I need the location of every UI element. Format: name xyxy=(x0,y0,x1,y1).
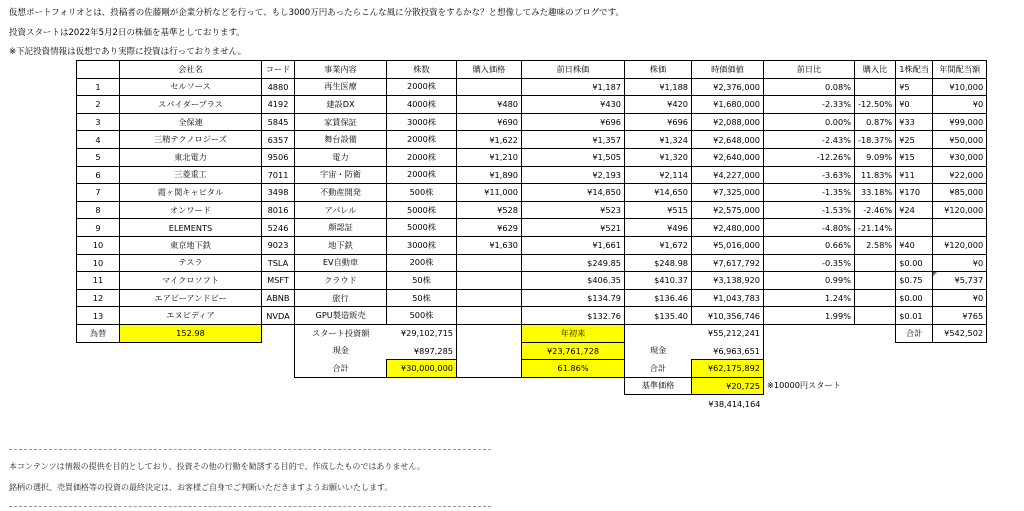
stock-code: 5246 xyxy=(262,219,295,237)
market-value: ¥10,356,746 xyxy=(692,307,764,325)
annual-dividend: ¥765 xyxy=(933,307,987,325)
table-row xyxy=(77,307,987,325)
day-change: 1.99% xyxy=(764,307,855,325)
price: ¥2,114 xyxy=(625,166,692,184)
table-row xyxy=(77,289,987,307)
stock-code: 6357 xyxy=(262,131,295,149)
summary-row-4 xyxy=(77,377,987,395)
company-name: セルソース xyxy=(120,78,262,96)
row-number: 11 xyxy=(77,272,120,290)
dividend: ¥15 xyxy=(896,148,933,166)
day-change: 0.00% xyxy=(764,113,855,131)
dividend: $0.00 xyxy=(896,289,933,307)
dividend xyxy=(896,219,933,237)
buy-price xyxy=(457,289,522,307)
prev-price: ¥696 xyxy=(522,113,625,131)
summary-row-2 xyxy=(77,342,987,360)
annual-dividend: ¥0 xyxy=(933,289,987,307)
dividend: ¥170 xyxy=(896,184,933,202)
total-value: ¥30,000,000 xyxy=(387,360,457,378)
table-header-row xyxy=(77,61,987,79)
day-change: -3.63% xyxy=(764,166,855,184)
header-dividend: 1株配当 xyxy=(896,61,933,79)
intro-line-1: 仮想ポートフォリオとは、投稿者の佐藤剛が企業分析などを行って、もし3000万円あったらこんな風に分散投資をするかな？と想像してみた趣味のブログです。 xyxy=(9,8,624,18)
dividend: ¥33 xyxy=(896,113,933,131)
company-name: オンワード xyxy=(120,201,262,219)
annual-dividend: ¥22,000 xyxy=(933,166,987,184)
header-prev-price: 前日株価 xyxy=(522,61,625,79)
shares: 2000株 xyxy=(387,148,457,166)
annual-dividend: ¥120,000 xyxy=(933,236,987,254)
buy-price: ¥528 xyxy=(457,201,522,219)
prev-price: ¥2,193 xyxy=(522,166,625,184)
annual-dividend: ¥5,737 xyxy=(933,272,987,290)
stock-code: NVDA xyxy=(262,307,295,325)
business: GPU製造販売 xyxy=(295,307,387,325)
row-number: 10 xyxy=(77,236,120,254)
buy-price: ¥1,622 xyxy=(457,131,522,149)
annual-dividend xyxy=(933,219,987,237)
dividend: ¥24 xyxy=(896,201,933,219)
market-total: ¥55,212,241 xyxy=(692,324,764,342)
header-code: コード xyxy=(262,61,295,79)
stock-code: 8016 xyxy=(262,201,295,219)
dividend: $0.75 xyxy=(896,272,933,290)
prev-price: ¥1,357 xyxy=(522,131,625,149)
annual-dividend: ¥30,000 xyxy=(933,148,987,166)
annual-dividend: ¥0 xyxy=(933,254,987,272)
extra-value: ¥38,414,164 xyxy=(708,398,761,409)
dividend-total-value: ¥542,502 xyxy=(933,324,987,342)
row-number: 7 xyxy=(77,184,120,202)
buy-price: ¥629 xyxy=(457,219,522,237)
day-change: -1.53% xyxy=(764,201,855,219)
shares: 2000株 xyxy=(387,78,457,96)
day-change: -4.80% xyxy=(764,219,855,237)
disclaimer-line-2: 銘柄の選択、売買価格等の投資の最終決定は、お客様ご自身でご判断いただきますようお願いいたします。 xyxy=(9,483,393,492)
dividend: $0.01 xyxy=(896,307,933,325)
price: ¥1,188 xyxy=(625,78,692,96)
company-name: 霞ヶ関キャピタル xyxy=(120,184,262,202)
stock-code: 4192 xyxy=(262,96,295,114)
prev-price: ¥1,187 xyxy=(522,78,625,96)
company-name: 東京地下鉄 xyxy=(120,236,262,254)
prev-price: ¥430 xyxy=(522,96,625,114)
dividend-total-label: 合計 xyxy=(896,324,933,342)
market-value: ¥5,016,000 xyxy=(692,236,764,254)
company-name: マイクロソフト xyxy=(120,272,262,290)
buy-price: ¥1,890 xyxy=(457,166,522,184)
company-name: 全保連 xyxy=(120,113,262,131)
table-row xyxy=(77,148,987,166)
company-name: スパイダープラス xyxy=(120,96,262,114)
market-value: ¥3,138,920 xyxy=(692,272,764,290)
market-value: ¥2,648,000 xyxy=(692,131,764,149)
price: ¥420 xyxy=(625,96,692,114)
company-name: 三菱重工 xyxy=(120,166,262,184)
market-value: ¥2,640,000 xyxy=(692,148,764,166)
buy-price xyxy=(457,307,522,325)
table-row xyxy=(77,184,987,202)
business: アパレル xyxy=(295,201,387,219)
price: ¥1,324 xyxy=(625,131,692,149)
table-row xyxy=(77,113,987,131)
company-name: 東北電力 xyxy=(120,148,262,166)
business: EV自動車 xyxy=(295,254,387,272)
row-number: 8 xyxy=(77,201,120,219)
shares: 5000株 xyxy=(387,219,457,237)
business: 旅行 xyxy=(295,289,387,307)
table-row xyxy=(77,254,987,272)
dividend: ¥5 xyxy=(896,78,933,96)
dividend: ¥11 xyxy=(896,166,933,184)
business: 不動産開発 xyxy=(295,184,387,202)
stock-code: 9506 xyxy=(262,148,295,166)
buy-change: 2.58% xyxy=(855,236,896,254)
row-number: 3 xyxy=(77,113,120,131)
market-value: ¥1,043,783 xyxy=(692,289,764,307)
header-business: 事業内容 xyxy=(295,61,387,79)
shares: 50株 xyxy=(387,272,457,290)
market-value: ¥4,227,000 xyxy=(692,166,764,184)
header-no xyxy=(77,61,120,79)
price: ¥1,672 xyxy=(625,236,692,254)
summary-row-5 xyxy=(77,395,987,413)
start-label: スタート投資額 xyxy=(295,324,387,342)
row-number: 9 xyxy=(77,219,120,237)
business: 舞台設備 xyxy=(295,131,387,149)
header-price: 株価 xyxy=(625,61,692,79)
base-price-label: 基準価格 xyxy=(625,377,692,395)
table-row xyxy=(77,131,987,149)
cash-label: 現金 xyxy=(295,342,387,360)
stock-code: 5845 xyxy=(262,113,295,131)
header-company: 会社名 xyxy=(120,61,262,79)
divider-bottom xyxy=(9,506,491,507)
market-value: ¥2,480,000 xyxy=(692,219,764,237)
market-value: ¥7,325,000 xyxy=(692,184,764,202)
cash-value: ¥897,285 xyxy=(387,342,457,360)
price: $410.37 xyxy=(625,272,692,290)
dividend: ¥25 xyxy=(896,131,933,149)
price: ¥696 xyxy=(625,113,692,131)
day-change: 1.24% xyxy=(764,289,855,307)
business: 宇宙・防衛 xyxy=(295,166,387,184)
row-number: 1 xyxy=(77,78,120,96)
company-name: 三精テクノロジーズ xyxy=(120,131,262,149)
market-value: ¥2,376,000 xyxy=(692,78,764,96)
divider-top xyxy=(9,449,491,450)
stock-code: 4880 xyxy=(262,78,295,96)
shares: 200株 xyxy=(387,254,457,272)
shares: 3000株 xyxy=(387,236,457,254)
shares: 500株 xyxy=(387,307,457,325)
stock-code: 7011 xyxy=(262,166,295,184)
market-value: ¥7,617,792 xyxy=(692,254,764,272)
prev-price: ¥1,505 xyxy=(522,148,625,166)
buy-change: 11.83% xyxy=(855,166,896,184)
table-row xyxy=(77,166,987,184)
table-row xyxy=(77,96,987,114)
header-buy-change: 購入比 xyxy=(855,61,896,79)
market-value: ¥1,680,000 xyxy=(692,96,764,114)
buy-price xyxy=(457,78,522,96)
row-number: 10 xyxy=(77,254,120,272)
market-value: ¥2,088,000 xyxy=(692,113,764,131)
prev-price: $249.85 xyxy=(522,254,625,272)
buy-change xyxy=(855,289,896,307)
total2-value: ¥62,175,892 xyxy=(692,360,764,378)
portfolio-table xyxy=(76,60,987,412)
annual-dividend: ¥99,000 xyxy=(933,113,987,131)
row-number: 13 xyxy=(77,307,120,325)
buy-price xyxy=(457,272,522,290)
buy-price: ¥690 xyxy=(457,113,522,131)
table-row xyxy=(77,272,987,290)
shares: 5000株 xyxy=(387,201,457,219)
stock-code: 9023 xyxy=(262,236,295,254)
business: 建設DX xyxy=(295,96,387,114)
business: 電力 xyxy=(295,148,387,166)
ytd-percent: 61.86% xyxy=(522,360,625,378)
buy-price xyxy=(457,254,522,272)
shares: 2000株 xyxy=(387,131,457,149)
prev-price: ¥523 xyxy=(522,201,625,219)
fx-value: 152.98 xyxy=(120,324,262,342)
table-row xyxy=(77,78,987,96)
buy-change xyxy=(855,272,896,290)
business: 地下鉄 xyxy=(295,236,387,254)
stock-code: ABNB xyxy=(262,289,295,307)
price: $136.46 xyxy=(625,289,692,307)
start-value: ¥29,102,715 xyxy=(387,324,457,342)
price: ¥14,650 xyxy=(625,184,692,202)
disclaimer-line-1: 本コンテンツは情報の提供を目的としており、投資その他の行動を勧誘する目的で、作成したものではありません。 xyxy=(9,462,425,471)
buy-change: 9.09% xyxy=(855,148,896,166)
company-name: エアビーアンドビー xyxy=(120,289,262,307)
day-change: 0.08% xyxy=(764,78,855,96)
annual-dividend: ¥10,000 xyxy=(933,78,987,96)
total-label: 合計 xyxy=(295,360,387,378)
table-row xyxy=(77,201,987,219)
buy-change xyxy=(855,78,896,96)
prev-price: ¥14,850 xyxy=(522,184,625,202)
prev-price: $132.76 xyxy=(522,307,625,325)
row-number: 12 xyxy=(77,289,120,307)
total2-label: 合計 xyxy=(625,360,692,378)
buy-price: ¥1,210 xyxy=(457,148,522,166)
day-change: -12.26% xyxy=(764,148,855,166)
header-market-value: 時価価値 xyxy=(692,61,764,79)
annual-dividend: ¥0 xyxy=(933,96,987,114)
dividend: ¥0 xyxy=(896,96,933,114)
shares: 500株 xyxy=(387,184,457,202)
business: 家賃保証 xyxy=(295,113,387,131)
business: クラウド xyxy=(295,272,387,290)
buy-change: -21.14% xyxy=(855,219,896,237)
stock-code: TSLA xyxy=(262,254,295,272)
summary-row-1 xyxy=(77,324,987,342)
day-change: -2.33% xyxy=(764,96,855,114)
buy-change: -12.50% xyxy=(855,96,896,114)
annual-dividend: ¥50,000 xyxy=(933,131,987,149)
table-row xyxy=(77,219,987,237)
cash2-label: 現金 xyxy=(625,342,692,360)
day-change: -2.43% xyxy=(764,131,855,149)
summary-row-3 xyxy=(77,360,987,378)
dividend: ¥40 xyxy=(896,236,933,254)
intro-line-2: 投資スタートは2022年5月2日の株価を基準としております。 xyxy=(9,28,245,38)
price: $248.98 xyxy=(625,254,692,272)
shares: 4000株 xyxy=(387,96,457,114)
buy-change: -18.37% xyxy=(855,131,896,149)
row-number: 4 xyxy=(77,131,120,149)
price: ¥515 xyxy=(625,201,692,219)
day-change: 0.99% xyxy=(764,272,855,290)
price: ¥496 xyxy=(625,219,692,237)
buy-change: 0.87% xyxy=(855,113,896,131)
stock-code: 3498 xyxy=(262,184,295,202)
table-row xyxy=(77,236,987,254)
company-name: テスラ xyxy=(120,254,262,272)
annual-dividend: ¥85,000 xyxy=(933,184,987,202)
row-number: 2 xyxy=(77,96,120,114)
base-price-note: ※10000円スタート xyxy=(767,380,841,391)
company-name: ELEMENTS xyxy=(120,219,262,237)
dividend: $0.00 xyxy=(896,254,933,272)
cash2-value: ¥6,963,651 xyxy=(692,342,764,360)
prev-price: $134.79 xyxy=(522,289,625,307)
annual-dividend: ¥120,000 xyxy=(933,201,987,219)
buy-price: ¥11,000 xyxy=(457,184,522,202)
company-name: エヌビディア xyxy=(120,307,262,325)
base-price-value: ¥20,725 xyxy=(692,377,764,395)
buy-change xyxy=(855,307,896,325)
stock-code: MSFT xyxy=(262,272,295,290)
ytd-start-value: ¥23,761,728 xyxy=(522,342,625,360)
prev-price: ¥1,661 xyxy=(522,236,625,254)
row-number: 6 xyxy=(77,166,120,184)
shares: 2000株 xyxy=(387,166,457,184)
buy-change: 33.18% xyxy=(855,184,896,202)
day-change: -0.35% xyxy=(764,254,855,272)
prev-price: ¥521 xyxy=(522,219,625,237)
market-value: ¥2,575,000 xyxy=(692,201,764,219)
price: ¥1,320 xyxy=(625,148,692,166)
day-change: 0.66% xyxy=(764,236,855,254)
header-annual-dividend: 年間配当額 xyxy=(933,61,987,79)
shares: 50株 xyxy=(387,289,457,307)
day-change: -1.35% xyxy=(764,184,855,202)
business: 顔認証 xyxy=(295,219,387,237)
buy-change: -2.46% xyxy=(855,201,896,219)
buy-price: ¥480 xyxy=(457,96,522,114)
header-day-change: 前日比 xyxy=(764,61,855,79)
shares: 3000株 xyxy=(387,113,457,131)
fx-label: 為替 xyxy=(77,324,120,342)
header-buy-price: 購入価格 xyxy=(457,61,522,79)
price: $135.40 xyxy=(625,307,692,325)
buy-change xyxy=(855,254,896,272)
header-shares: 株数 xyxy=(387,61,457,79)
ytd-label: 年初来 xyxy=(522,324,625,342)
intro-line-3: ※下記投資情報は仮想であり実際に投資は行っておりません。 xyxy=(9,47,247,57)
row-number: 5 xyxy=(77,148,120,166)
buy-price: ¥1,630 xyxy=(457,236,522,254)
prev-price: $406.35 xyxy=(522,272,625,290)
business: 再生医療 xyxy=(295,78,387,96)
